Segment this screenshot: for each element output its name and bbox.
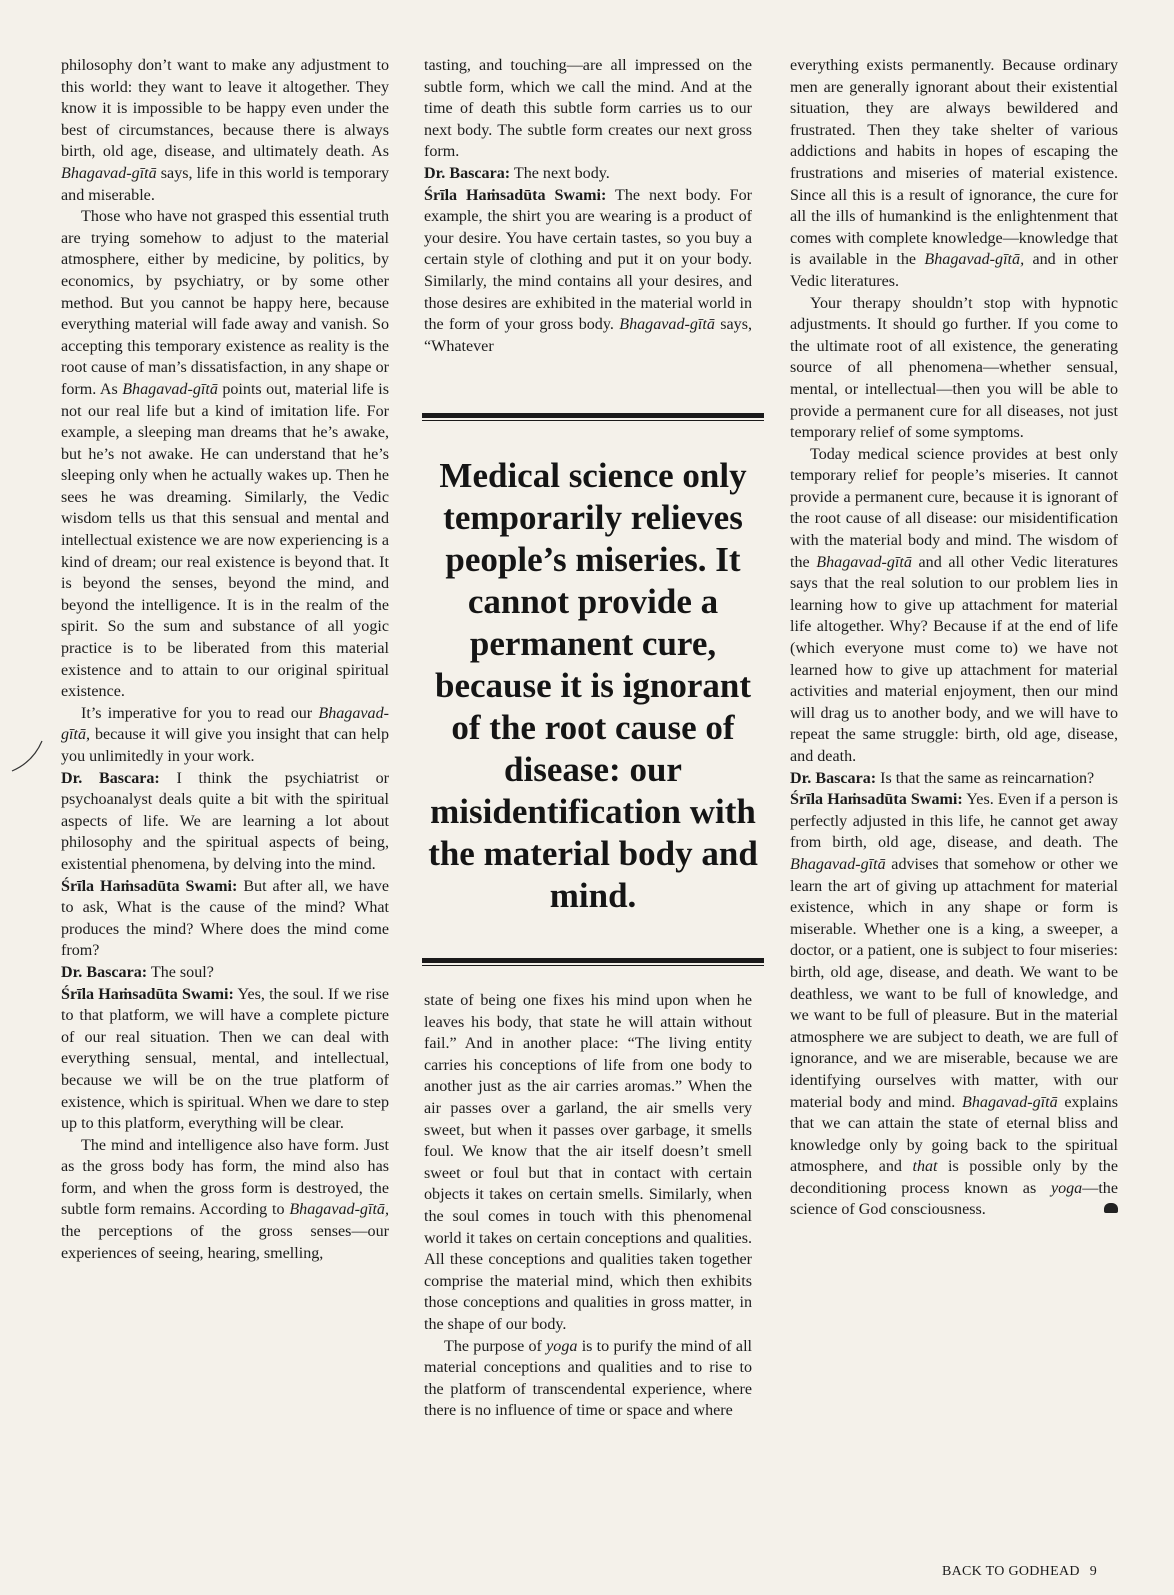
column-1	[61, 55, 389, 1264]
speaker-name: Dr. Bascara:	[790, 769, 877, 787]
margin-pencil-mark	[8, 735, 48, 775]
page-number: 9	[1089, 1564, 1098, 1579]
speaker-name: Śrīla Haṁsadūta Swami:	[790, 791, 963, 809]
paragraph: everything exists permanently. Because ordinary men are generally ignorant about their existential situation, they are always bewildered and frustrated. Then they take shelter of various addictions and habits in hopes of escaping the frustrations and miseries of material existence. Since all this is a result of ignorance, the cure for all the ills of humankind is the enlightenment that comes with complete knowledge—knowledge that is available in the Bhagavad-gītā, and in other Vedic literatures.	[790, 57, 1118, 290]
paragraph: The purpose of yoga is to purify the mind of all material conceptions and qualities and to rise to the platform of transcendental experience, where there is no influence of time or space and where	[424, 1337, 753, 1420]
paragraph: Those who have not grasped this essential truth are trying somehow to adjust to the material atmosphere, either by medicine, by politics, by economics, by psychiatry, or by some other method. But you cannot be happy here, because everything material will fade away and vanish. So accepting this temporary existence as reality is the root cause of man’s dissatisfaction, in any shape or form. As Bhagavad-gītā points out, material life is not our real life but a kind of imitation life. For example, a sleeping man dreams that he’s awake, but he’s not awake. He can understand that he’s sleeping only when he actually wakes up. Then he sees he was dreaming. Similarly, the Vedic wisdom tells us that this sensual and mental and intellectual existence we are now experiencing is a kind of dream; our real existence is beyond that. It is beyond the senses, beyond the mind, and beyond the intelligence. It is in the realm of the spirit. So the sum and substance of all yogic practice is to be liberated from this material existence and to attain to our original spiritual existence.	[61, 208, 389, 701]
page-footer	[942, 1564, 1107, 1580]
dialogue-line: Dr. Bascara: I think the psychiatrist or psychoanalyst deals quite a bit with the spiritual aspects of life. We are learning a lot about philosophy and the spiritual aspects of being, existential phenomena, by delving into the mind.	[61, 769, 389, 873]
speaker-name: Śrīla Haṁsadūta Swami:	[61, 985, 234, 1003]
paragraph: tasting, and touching—are all impressed on the subtle form, which we call the mind. And at the time of death this subtle form carries us to our next body. The subtle form creates our next gross form.	[424, 57, 752, 161]
column-2-bottom	[424, 990, 752, 1422]
dialogue-line: Śrīla Haṁsadūta Swami: Yes. Even if a person is perfectly adjusted in this life, he cannot get away from birth, old age, disease, and death. The Bhagavad-gītā advises that somehow or other we learn the art of giving up attachment for material existence, which in any shape or form is miserable. Whether one is a king, a sweeper, a doctor, or a patient, one is subject to four miseries: birth, old age, disease, and death. We want to be deathless, we want to be full of knowledge, and we want to be full of pleasure. But in the material atmosphere we are subject to death, we are full of ignorance, and we are miserable, because we are identifying ourselves with matter, with our material body and mind. Bhagavad-gītā explains that we can attain the state of eternal bliss and knowledge only by going back to the spiritual atmosphere, and that is possible only by the deconditioning process known as yoga—the science of God consciousness.	[790, 791, 1118, 1219]
dialogue-line: Śrīla Haṁsadūta Swami: But after all, we have to ask, What is the cause of the mind? What produces the mind? Where does the mind come from?	[61, 877, 390, 960]
dialogue-line: Dr. Bascara: The next body.	[424, 164, 610, 182]
paragraph: philosophy don’t want to make any adjustment to this world: they want to leave it altogether. They know it is impossible to be happy even under the best of circumstances, because there is always birth, old age, disease, and ultimately death. As Bhagavad-gītā says, life in this world is temporary and miserable.	[61, 57, 389, 204]
column-3	[790, 55, 1118, 1221]
dialogue-line: Śrīla Haṁsadūta Swami: Yes, the soul. If we rise to that platform, we will have a complete picture of our real situation. Then we can deal with everything sensual, mental, and intellectual, because we will be on the true platform of existence, which is spiritual. When we dare to step up to this platform, everything will be clear.	[61, 985, 390, 1133]
paragraph: Your therapy shouldn’t stop with hypnotic adjustments. It should go further. If you come to the ultimate root of all existence, the generating source of all phenomena—whether sensual, mental, or intellectual—then you will be able to provide a permanent cure for all diseases, not just temporary relief of some symptoms.	[790, 294, 1118, 442]
dialogue-line: Dr. Bascara: Is that the same as reincarnation?	[790, 769, 1095, 787]
speaker-name: Dr. Bascara:	[61, 769, 160, 787]
paragraph: state of being one fixes his mind upon when he leaves his body, that state he will attain without fail.” And in another place: “The living entity carries his conceptions of life from one body to another just as the air carries aromas.” When the air passes over a garland, the air smells very sweet, but when it passes over garbage, it smells foul. We know that the air itself doesn’t smell sweet or foul but that in contact with certain objects it takes on certain smells. Similarly, when the soul comes in touch with this phenomenal world it takes on certain conceptions and qualities. All these conceptions and qualities taken together comprise the material mind, which then exhibits those conceptions and qualities in gross matter, in the shape of our body.	[424, 992, 752, 1333]
speaker-name: Dr. Bascara:	[61, 963, 148, 981]
paragraph: The mind and intelligence also have form. Just as the gross body has form, the mind also has form, and when the gross form is destroyed, the subtle form remains. According to Bhagavad-gītā, the perceptions of the gross senses—our experiences of seeing, hearing, smelling,	[61, 1136, 389, 1262]
speaker-name: Śrīla Haṁsadūta Swami:	[424, 186, 607, 204]
speaker-name: Śrīla Haṁsadūta Swami:	[61, 877, 238, 895]
speaker-name: Dr. Bascara:	[424, 164, 511, 182]
column-2-top	[424, 55, 752, 357]
paragraph: It’s imperative for you to read our Bhagavad-gītā, because it will give you insight that can help you unlimitedly in your work.	[61, 704, 389, 765]
pull-quote: Medical science only temporarily relieves people’s miseries. It cannot provide a permanent cure, because it is ignorant of the root cause of disease: our misidentification with the material body and mind.	[428, 456, 758, 915]
paragraph: Today medical science provides at best only temporary relief for people’s miseries. It cannot provide a permanent cure, because it is ignorant of the root cause of all disease: our misidentification with the material body and mind. The wisdom of the Bhagavad-gītā and all other Vedic literatures says that the real solution to our problem lies in learning how to give up attachment for material life altogether. Why? Because if at the end of life (which everyone must come to) we have not learned how to give up attachment for material activities and material enjoyment, then our mind will drag us to another body, and we will have to repeat the same struggle: birth, old age, disease, and death.	[790, 445, 1119, 765]
pull-quote-bottom-rule	[422, 958, 764, 966]
dialogue-line: Śrīla Haṁsadūta Swami: The next body. For example, the shirt you are wearing is a product of your desire. You have certain tastes, so you buy a certain style of clothing and put it on your body. Similarly, the mind contains all your desires, and those desires are exhibited in the material world in the form of your gross body. Bhagavad-gītā says, “Whatever	[424, 186, 753, 355]
end-of-article-icon	[1104, 1203, 1118, 1213]
magazine-title: BACK TO GODHEAD	[942, 1564, 1080, 1579]
pull-quote-top-rule	[422, 413, 764, 421]
dialogue-line: Dr. Bascara: The soul?	[61, 963, 214, 981]
